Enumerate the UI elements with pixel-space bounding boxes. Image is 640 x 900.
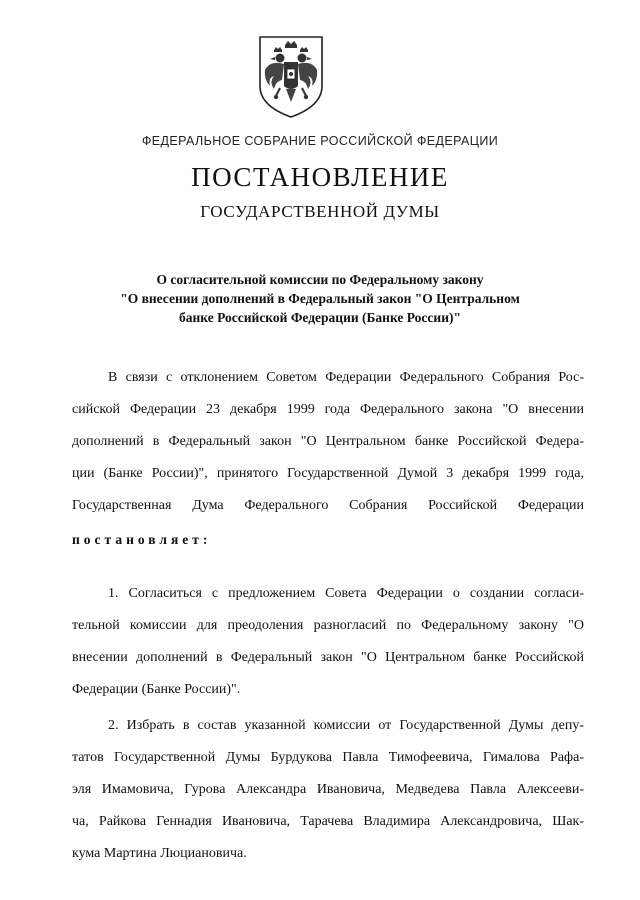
document-type-title: ПОСТАНОВЛЕНИЕ [191,162,449,192]
document-subject [0,270,640,327]
preamble-line: Государственная Дума Федерального Собрания Российской Федерации [72,498,584,513]
preamble-line: ции (Банке России)", принятого Государственной Думой 3 декабря 1999 года, [72,466,584,481]
item-1-line: Федерации (Банке России)". [72,682,241,697]
item-2-line: кума Мартина Люциановича. [72,846,247,861]
coat-of-arms-emblem [256,34,326,120]
parliament-name: ФЕДЕРАЛЬНОЕ СОБРАНИЕ РОССИЙСКОЙ ФЕДЕРАЦИИ [141,134,499,148]
double-headed-eagle-icon [256,34,326,120]
subject-line: "О внесении дополнений в Федеральный закон "О Центральном [120,291,520,306]
item-2-line: татов Государственной Думы Бурдукова Павла Тимофеевича, Гималова Рафа- [72,750,584,765]
item-2-line: 2. Избрать в состав указанной комиссии от Государственной Думы депу- [108,718,584,733]
subject-line: О согласительной комиссии по Федеральному закону [156,272,484,287]
preamble-line: В связи с отклонением Советом Федерации Федерального Собрания Рос- [108,370,584,385]
issuing-body-name: ГОСУДАРСТВЕННОЙ ДУМЫ [200,202,440,221]
resolves-word: постановляет: [72,532,212,547]
item-1-line: 1. Согласиться с предложением Совета Федерации о создании согласи- [108,586,584,601]
preamble-line: сийской Федерации 23 декабря 1999 года Федерального закона "О внесении [72,402,584,417]
item-2-line: ча, Райкова Геннадия Ивановича, Тарачева Владимира Александровича, Шак- [72,814,584,829]
subject-line: банке Российской Федерации (Банке России)" [179,310,461,325]
item-2-line: эля Имамовича, Гурова Александра Ивановича, Медведева Павла Алексееви- [72,782,584,797]
item-1-line: внесении дополнений в Федеральный закон "О Центральном банке Российской [72,650,584,665]
preamble-line: дополнений в Федеральный закон "О Центральном банке Российской Федера- [72,434,584,449]
item-1-line: тельной комиссии для преодоления разногласий по Федеральному закону "О [72,618,584,633]
